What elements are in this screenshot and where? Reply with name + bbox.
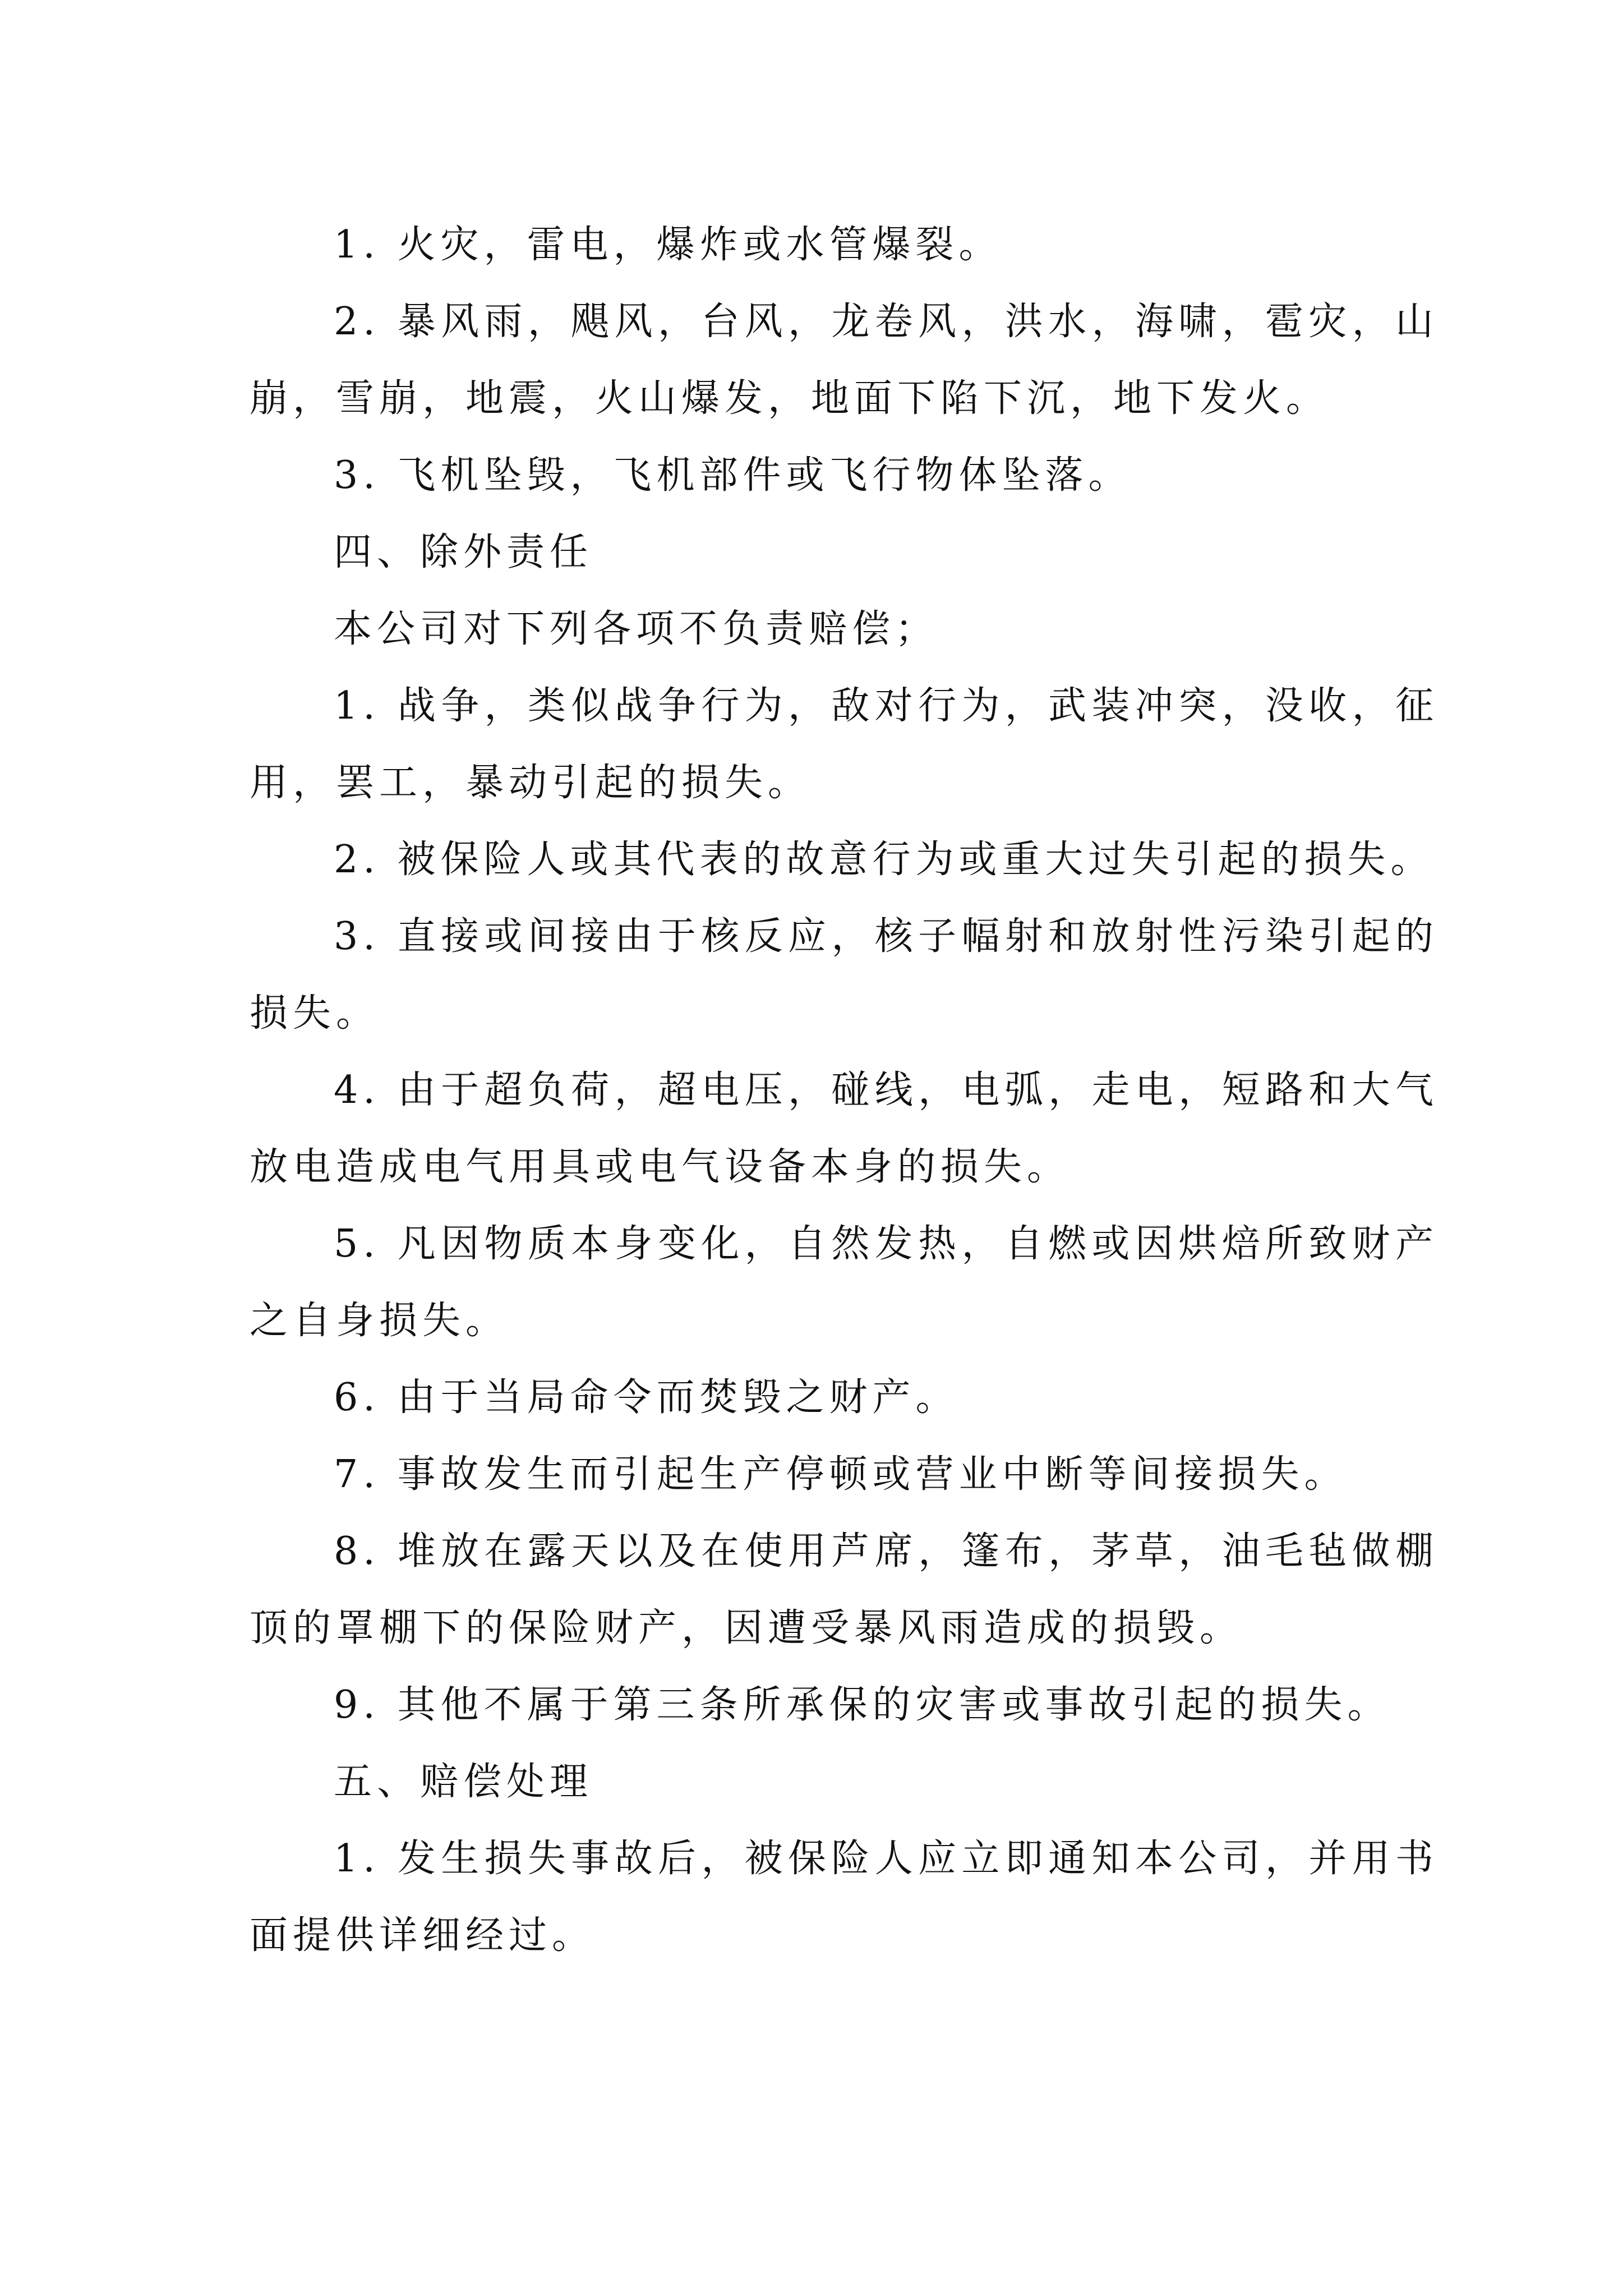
- exclusion-item-8: 8. 堆放在露天以及在使用芦席，篷布，茅草，油毛毡做棚顶的罩棚下的保险财产，因遭受暴风雨造成的损毁。: [250, 1529, 1438, 1650]
- exclusion-item-4: 4. 由于超负荷，超电压，碰线，电弧，走电，短路和大气放电造成电气用具或电气设备本身的损失。: [250, 1068, 1438, 1189]
- clause-natural-disasters: 2. 暴风雨，飓风，台风，龙卷风，洪水，海啸，雹灾，山崩，雪崩，地震，火山爆发，地面下陷下沉，地下发火。: [250, 300, 1438, 421]
- exclusion-item-3: 3. 直接或间接由于核反应，核子幅射和放射性污染引起的损失。: [250, 914, 1438, 1036]
- clause-fire-lightning: 1. 火灾，雷电，爆炸或水管爆裂。: [334, 223, 1002, 267]
- clause-aircraft: 3. 飞机坠毁，飞机部件或飞行物体坠落。: [334, 453, 1132, 498]
- exclusion-item-7: 7. 事故发生而引起生产停顿或营业中断等间接损失。: [334, 1452, 1348, 1497]
- exclusions-intro: 本公司对下列各项不负责赔偿；: [334, 607, 939, 651]
- exclusion-item-1: 1. 战争，类似战争行为，敌对行为，武装冲突，没收，征用，罢工，暴动引起的损失。: [250, 684, 1438, 805]
- exclusion-item-6: 6. 由于当局命令而焚毁之财产。: [334, 1375, 959, 1420]
- exclusion-item-5: 5. 凡因物质本身变化，自然发热，自燃或因烘焙所致财产之自身损失。: [250, 1222, 1438, 1343]
- document-body: [250, 206, 1438, 1974]
- section-heading-claims: 五、赔偿处理: [334, 1760, 593, 1804]
- exclusion-item-9: 9. 其他不属于第三条所承保的灾害或事故引起的损失。: [334, 1683, 1391, 1727]
- claims-item-1: 1. 发生损失事故后，被保险人应立即通知本公司，并用书面提供详细经过。: [250, 1837, 1438, 1958]
- exclusion-item-2: 2. 被保险人或其代表的故意行为或重大过失引起的损失。: [334, 838, 1434, 882]
- section-heading-exclusions: 四、除外责任: [334, 530, 593, 574]
